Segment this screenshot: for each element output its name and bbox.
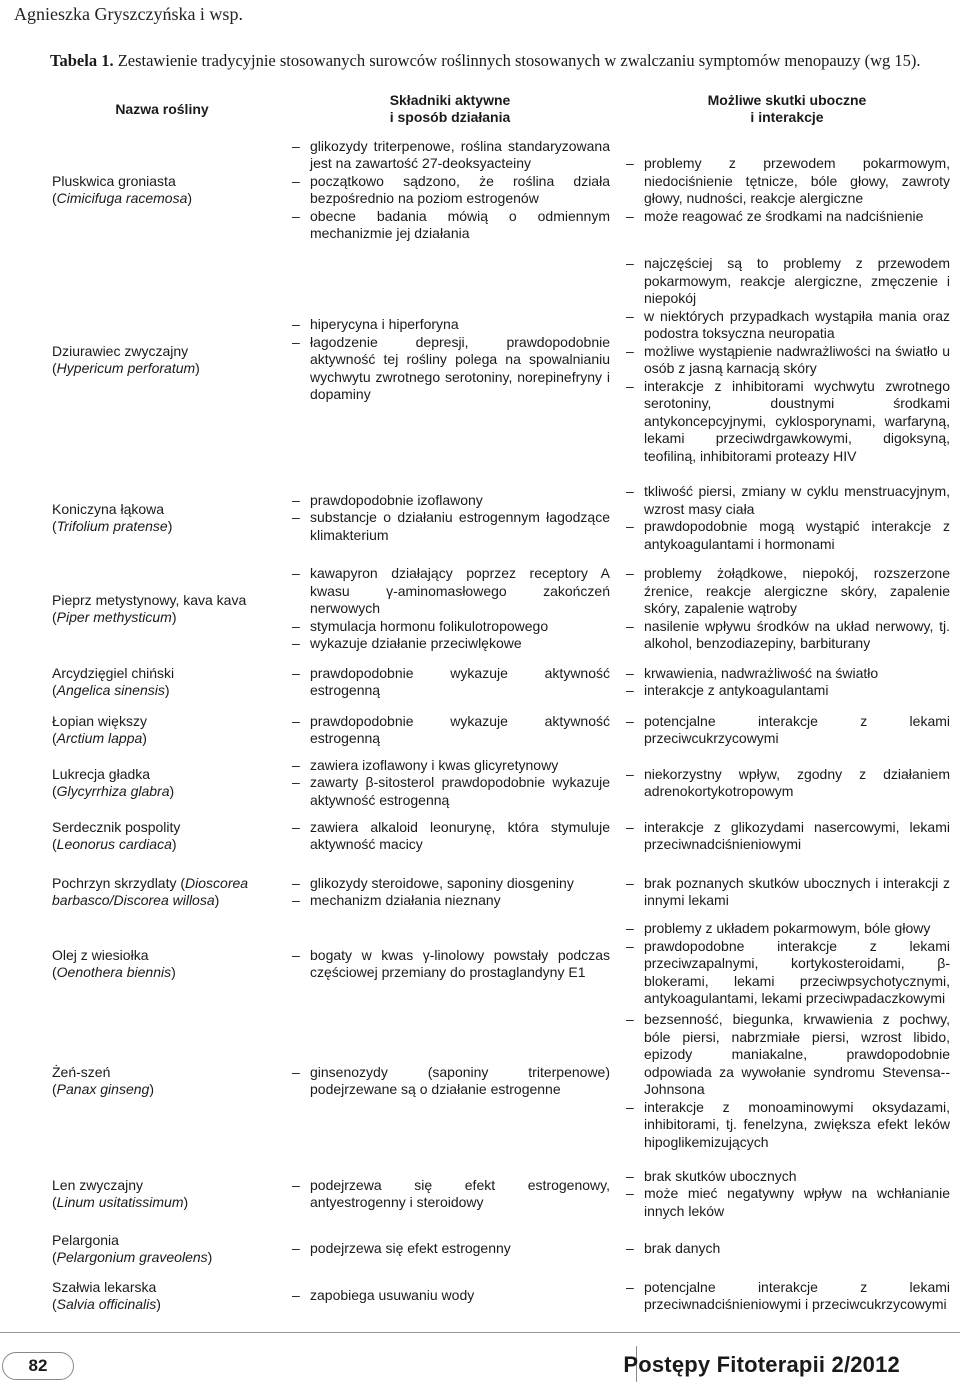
- actions-list: [290, 713, 610, 748]
- action-item: – hiperycyna i hiperforyna: [290, 316, 610, 334]
- action-item: – prawdopodobnie izoflawony: [290, 492, 610, 510]
- effect-item: – interakcje z monoaminowymi oksydazami, inhibitorami, tj. fenelzyna, zwiększa efekt leków hipoglikemizujących: [624, 1099, 950, 1152]
- plant-latin-line: (Cimicifuga racemosa): [52, 190, 193, 206]
- plant-cell: [52, 660, 276, 704]
- table-row: [0, 478, 960, 558]
- plant-common-name: Len zwyczajny: [52, 1176, 144, 1193]
- plant-latin-line: (Arctium lappa): [52, 730, 147, 746]
- plant-common-name: Żeń-szeń: [52, 1063, 111, 1080]
- page-number: 82: [2, 1352, 74, 1380]
- effects-cell: [624, 478, 950, 558]
- action-item: – podejrzewa się efekt estrogenowy, antyestrogenny i steroidowy: [290, 1177, 610, 1212]
- actions-cell: [290, 478, 610, 558]
- table-row: [0, 246, 960, 474]
- plant-latin-name: Leonorus cardiaca: [56, 836, 172, 852]
- action-item: – zawiera izoflawony i kwas glicyretynowy: [290, 757, 610, 775]
- actions-list: [290, 565, 610, 653]
- effects-cell: [624, 1272, 950, 1320]
- effect-item: – problemy z układem pokarmowym, bóle głowy: [624, 920, 950, 938]
- effects-list: [624, 665, 950, 700]
- effects-cell: [624, 1162, 950, 1226]
- column-header-plant-name: Nazwa rośliny: [115, 101, 209, 117]
- effects-cell: [624, 756, 950, 810]
- effect-item: – potencjalne interakcje z lekami przeciwcukrzycowymi: [624, 713, 950, 748]
- plant-common-name: Pluskwica groniasta: [52, 172, 176, 189]
- table-row: [0, 1162, 960, 1226]
- action-item: – stymulacja hormonu folikulotropowego: [290, 618, 610, 636]
- actions-cell: [290, 706, 610, 754]
- effect-item: – krwawienia, nadwrażliwość na światło: [624, 665, 950, 683]
- column-header-active-ingredients-line1: Składniki aktywne: [389, 92, 511, 108]
- effects-cell: [624, 706, 950, 754]
- actions-list: [290, 492, 610, 545]
- table-row: [0, 1272, 960, 1320]
- plant-cell: [52, 924, 276, 1004]
- plant-latin-suffix: ): [214, 892, 220, 908]
- plant-latin-name: Cimicifuga racemosa: [56, 190, 188, 206]
- actions-cell: [290, 924, 610, 1004]
- plant-latin-line: (Hypericum perforatum): [52, 360, 200, 376]
- plant-latin-line: (Salvia officinalis): [52, 1296, 161, 1312]
- actions-cell: [290, 862, 610, 922]
- effect-item: – bezsenność, biegunka, krwawienia z pochwy, bóle piersi, nabrzmiałe piersi, wzrost libido, epizody maniakalne, prawdopodobnie odpowiada za wywołanie syndromu Stevensa--Johnsona: [624, 1011, 950, 1099]
- action-item: – kawapyron działający poprzez receptory A kwasu γ-aminomasłowego zakończeń nerwowych: [290, 565, 610, 618]
- column-header-side-effects: [624, 92, 950, 128]
- effects-cell: [624, 660, 950, 704]
- actions-list: [290, 665, 610, 700]
- effect-item: – prawdopodobnie mogą wystąpić interakcje z antykoagulantami i hormonami: [624, 518, 950, 553]
- plant-name: [52, 875, 276, 910]
- actions-list: [290, 316, 610, 404]
- effect-item: – interakcje z antykoagulantami: [624, 682, 950, 700]
- plant-cell: [52, 862, 276, 922]
- plant-common-name: Arcydzięgiel chiński: [52, 664, 175, 681]
- effect-item: – problemy żołądkowe, niepokój, rozszerzone źrenice, reakcje alergiczne skóry, zapalenie skóry, zapalenie wątroby: [624, 565, 950, 618]
- actions-list: [290, 138, 610, 243]
- plant-latin-name: Panax ginseng: [56, 1081, 150, 1097]
- plant-latin-name: Piper methysticum: [56, 609, 172, 625]
- plant-latin-name: Pelargonium graveolens: [56, 1249, 208, 1265]
- running-head: Agnieszka Gryszczyńska i wsp.: [14, 4, 243, 24]
- table-row: [0, 136, 960, 244]
- footer-rule: [0, 1332, 960, 1333]
- plant-latin-line: (Glycyrrhiza glabra): [52, 783, 175, 799]
- plant-latin-name: Linum usitatissimum: [56, 1194, 184, 1210]
- plant-cell: [52, 812, 276, 860]
- action-item: – prawdopodobnie wykazuje aktywność estrogenną: [290, 713, 610, 748]
- effects-list: [624, 875, 950, 910]
- effects-list: [624, 920, 950, 1008]
- effects-cell: [624, 136, 950, 244]
- effects-cell: [624, 812, 950, 860]
- effect-item: – interakcje z glikozydami nasercowymi, lekami przeciwnadciśnieniowymi: [624, 819, 950, 854]
- effects-list: [624, 565, 950, 653]
- plant-common-name: Łopian większy: [52, 712, 147, 729]
- actions-list: [290, 1240, 610, 1258]
- plant-cell: [52, 478, 276, 558]
- actions-cell: [290, 660, 610, 704]
- effect-item: – niekorzystny wpływ, zgodny z działaniem adrenokortykotropowym: [624, 766, 950, 801]
- effect-item: – prawdopodobne interakcje z lekami przeciwzapalnymi, kortykosteroidami, β-blokerami, lekami przeciwpsychotycznymi, antykoagulantami, lekami przeciwpadaczkowymi: [624, 938, 950, 1008]
- plant-cell: [52, 1228, 276, 1270]
- plant-latin-name: Salvia officinalis: [56, 1296, 157, 1312]
- actions-cell: [290, 560, 610, 658]
- plant-common-name: Szałwia lekarska: [52, 1278, 157, 1295]
- effect-item: – brak danych: [624, 1240, 950, 1258]
- effects-list: [624, 1011, 950, 1151]
- action-item: – glikozydy steroidowe, saponiny diosgeniny: [290, 875, 610, 893]
- table-row: [0, 812, 960, 860]
- effect-item: – najczęściej są to problemy z przewodem pokarmowym, reakcje alergiczne, zmęczenie i niepokój: [624, 255, 950, 308]
- table-row: [0, 1006, 960, 1156]
- table-row: [0, 1228, 960, 1270]
- plant-latin-line: (Piper methysticum): [52, 609, 177, 625]
- plant-latin-line: (Panax ginseng): [52, 1081, 154, 1097]
- actions-cell: [290, 136, 610, 244]
- actions-cell: [290, 756, 610, 810]
- actions-cell: [290, 1006, 610, 1156]
- effects-list: [624, 766, 950, 801]
- plant-cell: [52, 756, 276, 810]
- effect-item: – nasilenie wpływu środków na układ nerwowy, tj. alkohol, benzodiazepiny, barbiturany: [624, 618, 950, 653]
- column-header-side-effects-line2: i interakcje: [750, 109, 824, 125]
- plant-latin-name: Angelica sinensis: [56, 682, 165, 698]
- effect-item: – interakcje z inhibitorami wychwytu zwrotnego serotoniny, doustnymi środkami antykoncepcyjnymi, cyklosporynami, warfaryną, lekami przeciwdrgawkowymi, digoksyną, teofiliną, inhibitorami proteazy HIV: [624, 378, 950, 466]
- plant-latin-line: (Oenothera biennis): [52, 964, 176, 980]
- effect-item: – brak poznanych skutków ubocznych i interakcji z innymi lekami: [624, 875, 950, 910]
- table-row: [0, 560, 960, 658]
- plant-latin-name: Hypericum perforatum: [56, 360, 196, 376]
- action-item: – substancje o działaniu estrogennym łagodzące klimakterium: [290, 509, 610, 544]
- actions-cell: [290, 1228, 610, 1270]
- plant-latin-line: (Trifolium pratense): [52, 518, 173, 534]
- plant-common-name: Olej z wiesiołka: [52, 946, 149, 963]
- plant-cell: [52, 136, 276, 244]
- plant-cell: [52, 246, 276, 474]
- plant-cell: [52, 560, 276, 658]
- action-item: – prawdopodobnie wykazuje aktywność estrogenną: [290, 665, 610, 700]
- effects-list: [624, 1240, 950, 1258]
- plant-common-name: Lukrecja gładka: [52, 765, 151, 782]
- plant-common-name: Koniczyna łąkowa: [52, 500, 165, 517]
- effect-item: – w niektórych przypadkach wystąpiła mania oraz podostra toksyczna neuropatia: [624, 308, 950, 343]
- effect-item: – potencjalne interakcje z lekami przeciwnadciśnieniowymi i przeciwcukrzycowymi: [624, 1279, 950, 1314]
- table-row: [0, 660, 960, 704]
- plant-latin-line: (Pelargonium graveolens): [52, 1249, 213, 1265]
- actions-list: [290, 1064, 610, 1099]
- action-item: – wykazuje działanie przeciwlękowe: [290, 635, 610, 653]
- column-header-active-ingredients-line2: i sposób działania: [389, 109, 511, 125]
- action-item: – zawarty β-sitosterol prawdopodobnie wykazuje aktywność estrogenną: [290, 774, 610, 809]
- plant-common-name: Dziurawiec zwyczajny: [52, 342, 189, 359]
- actions-list: [290, 819, 610, 854]
- actions-list: [290, 875, 610, 910]
- actions-cell: [290, 1272, 610, 1320]
- effect-item: – możliwe wystąpienie nadwrażliwości na światło u osób z jasną karnacją skóry: [624, 343, 950, 378]
- plant-latin-line: (Angelica sinensis): [52, 682, 170, 698]
- table-row: [0, 756, 960, 810]
- column-header-active-ingredients: [290, 92, 610, 128]
- action-item: – zapobiega usuwaniu wody: [290, 1287, 610, 1305]
- plant-latin-name: Trifolium pratense: [56, 518, 168, 534]
- journal-name: Postępy Fitoterapii 2/2012: [623, 1352, 900, 1377]
- effect-item: – może mieć negatywny wpływ na wchłanianie innych leków: [624, 1185, 950, 1220]
- effects-list: [624, 713, 950, 748]
- action-item: – podejrzewa się efekt estrogenny: [290, 1240, 610, 1258]
- actions-cell: [290, 812, 610, 860]
- table-caption-text: Zestawienie tradycyjnie stosowanych surowców roślinnych stosowanych w zwalczaniu symptomów menopauzy (wg 15).: [117, 51, 921, 70]
- actions-list: [290, 1177, 610, 1212]
- action-item: – bogaty w kwas γ-linolowy powstały podczas częściowej przemiany do prostaglandyny E1: [290, 947, 610, 982]
- table-row: [0, 920, 960, 1007]
- effect-item: – brak skutków ubocznych: [624, 1168, 950, 1186]
- effects-cell: [624, 920, 950, 1007]
- plant-cell: [52, 1006, 276, 1156]
- plant-latin-name: Oenothera biennis: [56, 964, 172, 980]
- action-item: – zawiera alkaloid leonurynę, która stymuluje aktywność macicy: [290, 819, 610, 854]
- action-item: – ginsenozydy (saponiny triterpenowe) podejrzewane są o działanie estrogenne: [290, 1064, 610, 1099]
- plant-common-name: Serdecznik pospolity: [52, 818, 181, 835]
- table-caption-label: Tabela 1.: [50, 51, 114, 70]
- column-header-side-effects-line1: Możliwe skutki uboczne: [707, 92, 867, 108]
- action-item: – glikozydy triterpenowe, roślina standaryzowana jest na zawartość 27-deoksyacteiny: [290, 138, 610, 173]
- actions-list: [290, 757, 610, 810]
- effects-list: [624, 255, 950, 465]
- plant-latin-line: (Leonorus cardiaca): [52, 836, 177, 852]
- table-row: [0, 862, 960, 922]
- effects-list: [624, 155, 950, 225]
- action-item: – obecne badania mówią o odmiennym mechanizmie jej działania: [290, 208, 610, 243]
- table-caption: [50, 51, 950, 71]
- effects-list: [624, 483, 950, 553]
- plant-common-name: Pochrzyn skrzydlaty (: [52, 874, 186, 891]
- actions-list: [290, 947, 610, 982]
- effect-item: – problemy z przewodem pokarmowym, niedociśnienie tętnicze, bóle głowy, zawroty głowy, nudności, reakcje alergiczne: [624, 155, 950, 208]
- action-item: – początkowo sądzono, że roślina działa bezpośrednio na poziom estrogenów: [290, 173, 610, 208]
- actions-list: [290, 1287, 610, 1305]
- effects-cell: [624, 560, 950, 658]
- actions-cell: [290, 1162, 610, 1226]
- plant-cell: [52, 1272, 276, 1320]
- effects-list: [624, 819, 950, 854]
- plant-latin-name: Glycyrrhiza glabra: [56, 783, 170, 799]
- effects-list: [624, 1279, 950, 1314]
- effects-cell: [624, 246, 950, 474]
- effects-list: [624, 1168, 950, 1221]
- effects-cell: [624, 1006, 950, 1156]
- plant-cell: [52, 706, 276, 754]
- plant-latin-line: (Linum usitatissimum): [52, 1194, 189, 1210]
- effects-cell: [624, 862, 950, 922]
- action-item: – łagodzenie depresji, prawdopodobnie aktywność tej rośliny polega na spowalnianiu wychwytu zwrotnego serotoniny, norepinefryny i dopaminy: [290, 334, 610, 404]
- plant-latin-name: Dioscorea barbasco/Discorea willosa: [52, 874, 249, 908]
- effect-item: – może reagować ze środkami na nadciśnienie: [624, 208, 950, 226]
- actions-cell: [290, 246, 610, 474]
- plant-latin-name: Arctium lappa: [56, 730, 143, 746]
- effect-item: – tkliwość piersi, zmiany w cyklu menstruacyjnym, wzrost masy ciała: [624, 483, 950, 518]
- action-item: – mechanizm działania nieznany: [290, 892, 610, 910]
- table-row: [0, 706, 960, 754]
- plant-common-name: Pieprz metystynowy, kava kava: [52, 591, 247, 608]
- effects-cell: [624, 1228, 950, 1270]
- plant-common-name: Pelargonia: [52, 1231, 119, 1248]
- plant-cell: [52, 1162, 276, 1226]
